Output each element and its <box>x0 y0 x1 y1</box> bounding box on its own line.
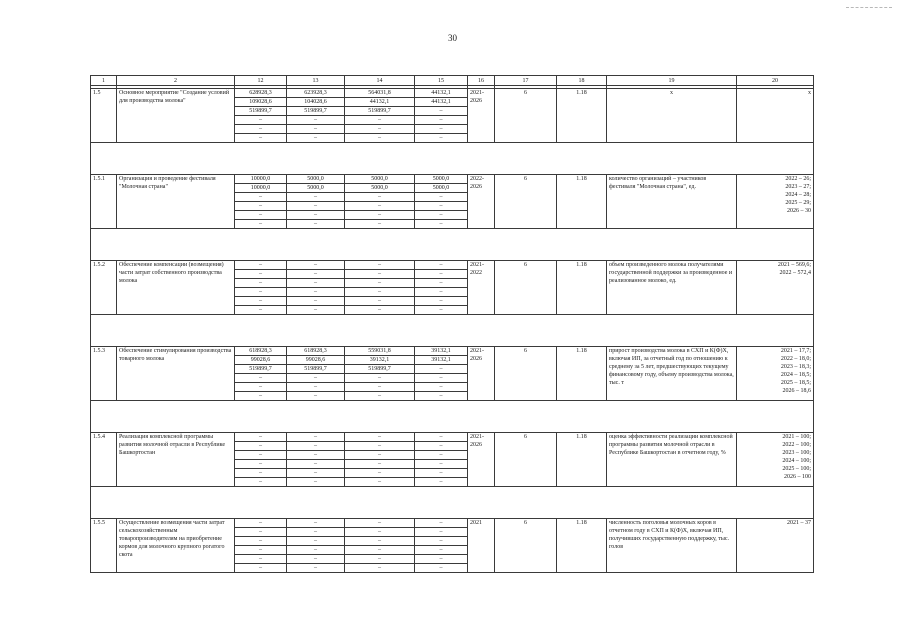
value-cell: 44132,1 <box>415 89 468 98</box>
value-cell: – <box>235 220 287 229</box>
value-cell: – <box>235 193 287 202</box>
value-cell: – <box>287 478 345 487</box>
value-cell: – <box>345 383 415 392</box>
section-gap-row <box>91 401 814 433</box>
value-cell: – <box>235 433 287 442</box>
period-cell: 2021-2026 <box>468 89 495 143</box>
value-cell: 618928,3 <box>235 347 287 356</box>
target-cell <box>737 347 814 401</box>
table-body <box>91 76 814 573</box>
value-cell: – <box>415 261 468 270</box>
gap-cell <box>415 229 468 261</box>
gap-cell <box>737 143 814 175</box>
value-cell: – <box>345 261 415 270</box>
value-cell: – <box>415 478 468 487</box>
col17-cell: 6 <box>495 519 557 573</box>
item-number: 1.5.1 <box>91 175 117 229</box>
value-cell: – <box>235 261 287 270</box>
value-cell: 44132,1 <box>415 98 468 107</box>
col17-cell: 6 <box>495 347 557 401</box>
value-cell: – <box>287 555 345 564</box>
value-cell: – <box>235 202 287 211</box>
item-number: 1.5.2 <box>91 261 117 315</box>
gap-cell <box>287 229 345 261</box>
gap-cell <box>415 487 468 519</box>
scan-corner-mark <box>846 7 892 8</box>
target-line: х <box>808 90 811 96</box>
value-cell: – <box>235 288 287 297</box>
target-line: 2023 – 27; <box>785 184 811 190</box>
value-cell: – <box>287 134 345 143</box>
value-cell: – <box>287 306 345 315</box>
value-cell: 559031,8 <box>345 347 415 356</box>
value-cell: – <box>287 220 345 229</box>
value-cell: – <box>415 270 468 279</box>
col17-cell: 6 <box>495 89 557 143</box>
target-line: 2022 – 100; <box>782 442 811 448</box>
table-row <box>91 433 814 442</box>
table-row <box>91 175 814 184</box>
gap-cell <box>287 487 345 519</box>
value-cell: 5000,0 <box>415 175 468 184</box>
target-line: 2021 – 100; <box>782 434 811 440</box>
value-cell: – <box>415 383 468 392</box>
period-cell: 2021-2022 <box>468 261 495 315</box>
page-number: 30 <box>448 33 457 43</box>
gap-cell <box>607 315 737 347</box>
value-cell: – <box>415 193 468 202</box>
gap-cell <box>557 401 607 433</box>
value-cell: – <box>415 392 468 401</box>
header-cell: 2 <box>117 76 235 86</box>
value-cell: – <box>235 383 287 392</box>
gap-cell <box>287 401 345 433</box>
value-cell: – <box>415 365 468 374</box>
value-cell: – <box>287 433 345 442</box>
col18-cell: 1.18 <box>557 519 607 573</box>
value-cell: – <box>345 279 415 288</box>
value-cell: – <box>345 220 415 229</box>
gap-cell <box>495 143 557 175</box>
value-cell: – <box>287 270 345 279</box>
program-activities-table <box>90 75 814 573</box>
gap-cell <box>607 229 737 261</box>
gap-cell <box>415 401 468 433</box>
value-cell: – <box>345 442 415 451</box>
target-line: 2025 – 18,5; <box>780 380 811 386</box>
col18-cell: 1.18 <box>557 175 607 229</box>
target-line: 2026 – 30 <box>787 208 811 214</box>
value-cell: – <box>345 374 415 383</box>
period-cell: 2021-2026 <box>468 347 495 401</box>
gap-cell <box>345 401 415 433</box>
value-cell: – <box>345 528 415 537</box>
gap-cell <box>235 315 287 347</box>
gap-cell <box>737 315 814 347</box>
header-cell: 13 <box>287 76 345 86</box>
value-cell: – <box>287 451 345 460</box>
value-cell: 519899,7 <box>287 365 345 374</box>
value-cell: – <box>235 442 287 451</box>
gap-cell <box>235 143 287 175</box>
value-cell: – <box>235 555 287 564</box>
value-cell: 5000,0 <box>415 184 468 193</box>
indicator-cell: количество организаций – участников фестиваля "Молочная страна", ед. <box>607 175 737 229</box>
gap-cell <box>235 487 287 519</box>
value-cell: – <box>415 442 468 451</box>
target-line: 2023 – 18,3; <box>780 364 811 370</box>
gap-cell <box>557 229 607 261</box>
value-cell: – <box>235 528 287 537</box>
gap-cell <box>495 401 557 433</box>
value-cell: – <box>287 202 345 211</box>
gap-cell <box>737 487 814 519</box>
value-cell: 5000,0 <box>287 184 345 193</box>
value-cell: – <box>415 537 468 546</box>
gap-cell <box>117 401 235 433</box>
value-cell: – <box>287 383 345 392</box>
value-cell: – <box>287 469 345 478</box>
gap-cell <box>468 487 495 519</box>
target-line: 2022 – 26; <box>785 176 811 182</box>
value-cell: 519899,7 <box>235 365 287 374</box>
value-cell: 104028,6 <box>287 98 345 107</box>
gap-cell <box>117 143 235 175</box>
value-cell: – <box>345 537 415 546</box>
gap-cell <box>557 315 607 347</box>
value-cell: 519899,7 <box>287 107 345 116</box>
target-cell <box>737 175 814 229</box>
header-row <box>91 76 814 86</box>
value-cell: – <box>345 451 415 460</box>
value-cell: – <box>415 469 468 478</box>
gap-cell <box>607 487 737 519</box>
value-cell: – <box>345 116 415 125</box>
gap-cell <box>235 401 287 433</box>
value-cell: – <box>235 211 287 220</box>
item-title: Осуществление возмещения части затрат сельскохозяйственным товаропроизводителям на приобретение кормов для молочного крупного рогатого скота <box>117 519 235 573</box>
gap-cell <box>557 143 607 175</box>
value-cell: – <box>415 451 468 460</box>
gap-cell <box>345 315 415 347</box>
value-cell: – <box>235 546 287 555</box>
header-cell: 12 <box>235 76 287 86</box>
value-cell: – <box>287 460 345 469</box>
value-cell: – <box>345 519 415 528</box>
item-title: Обеспечение стимулирования производства товарного молока <box>117 347 235 401</box>
gap-cell <box>117 229 235 261</box>
value-cell: – <box>287 211 345 220</box>
value-cell: – <box>415 306 468 315</box>
target-cell <box>737 433 814 487</box>
target-line: 2021 – 37 <box>787 520 811 526</box>
value-cell: – <box>287 528 345 537</box>
section-gap-row <box>91 487 814 519</box>
gap-cell <box>607 143 737 175</box>
value-cell: – <box>415 211 468 220</box>
value-cell: – <box>287 288 345 297</box>
value-cell: – <box>287 193 345 202</box>
value-cell: – <box>287 297 345 306</box>
table-row <box>91 347 814 356</box>
value-cell: – <box>235 279 287 288</box>
item-title: Реализация комплексной программы развития молочной отрасли в Республике Башкортостан <box>117 433 235 487</box>
value-cell: – <box>287 374 345 383</box>
value-cell: – <box>345 469 415 478</box>
value-cell: – <box>415 374 468 383</box>
gap-cell <box>235 229 287 261</box>
gap-cell <box>468 143 495 175</box>
value-cell: – <box>345 211 415 220</box>
header-cell: 19 <box>607 76 737 86</box>
value-cell: – <box>235 270 287 279</box>
value-cell: – <box>235 564 287 573</box>
target-line: 2024 – 100; <box>782 458 811 464</box>
value-cell: – <box>415 460 468 469</box>
header-cell: 20 <box>737 76 814 86</box>
value-cell: – <box>415 297 468 306</box>
value-cell: 39132,1 <box>415 356 468 365</box>
target-line: 2022 – 18,0; <box>780 356 811 362</box>
value-cell: – <box>415 202 468 211</box>
value-cell: – <box>345 478 415 487</box>
indicator-cell: численность поголовья молочных коров в отчетном году в СХП и К(Ф)Х, включая ИП, получивших государственную поддержку, тыс. голов <box>607 519 737 573</box>
value-cell: – <box>415 528 468 537</box>
gap-cell <box>495 315 557 347</box>
indicator-cell: объем произведенного молока получателями государственной поддержки за произведенное и реализованное молоко, ед. <box>607 261 737 315</box>
value-cell: – <box>235 116 287 125</box>
value-cell: – <box>287 537 345 546</box>
target-line: 2024 – 18,5; <box>780 372 811 378</box>
value-cell: – <box>287 125 345 134</box>
value-cell: 5000,0 <box>287 175 345 184</box>
header-cell: 17 <box>495 76 557 86</box>
gap-cell <box>287 143 345 175</box>
value-cell: 5000,0 <box>345 175 415 184</box>
item-title: Основное мероприятие "Создание условий для производства молока" <box>117 89 235 143</box>
value-cell: – <box>415 546 468 555</box>
value-cell: – <box>287 564 345 573</box>
col17-cell: 6 <box>495 175 557 229</box>
value-cell: – <box>415 433 468 442</box>
section-gap-row <box>91 143 814 175</box>
value-cell: – <box>235 306 287 315</box>
value-cell: – <box>287 279 345 288</box>
value-cell: – <box>345 270 415 279</box>
gap-cell <box>117 315 235 347</box>
period-cell: 2022-2026 <box>468 175 495 229</box>
value-cell: 99028,6 <box>235 356 287 365</box>
value-cell: – <box>345 460 415 469</box>
period-cell: 2021-2026 <box>468 433 495 487</box>
item-number: 1.5.4 <box>91 433 117 487</box>
header-cell: 16 <box>468 76 495 86</box>
value-cell: – <box>415 564 468 573</box>
header-cell: 18 <box>557 76 607 86</box>
value-cell: – <box>345 134 415 143</box>
item-number: 1.5.3 <box>91 347 117 401</box>
col17-cell: 6 <box>495 433 557 487</box>
value-cell: – <box>287 261 345 270</box>
gap-cell <box>495 229 557 261</box>
value-cell: – <box>345 202 415 211</box>
gap-cell <box>345 143 415 175</box>
gap-cell <box>91 487 117 519</box>
value-cell: – <box>235 374 287 383</box>
target-line: 2026 – 100 <box>784 474 811 480</box>
value-cell: – <box>415 555 468 564</box>
value-cell: – <box>345 546 415 555</box>
value-cell: 39132,1 <box>415 347 468 356</box>
col18-cell: 1.18 <box>557 89 607 143</box>
value-cell: – <box>415 220 468 229</box>
value-cell: 618928,3 <box>287 347 345 356</box>
value-cell: 564031,8 <box>345 89 415 98</box>
gap-cell <box>91 143 117 175</box>
value-cell: – <box>235 469 287 478</box>
value-cell: 519899,7 <box>235 107 287 116</box>
target-line: 2024 – 28; <box>785 192 811 198</box>
value-cell: – <box>345 392 415 401</box>
target-line: 2023 – 100; <box>782 450 811 456</box>
value-cell: – <box>235 392 287 401</box>
target-cell <box>737 89 814 143</box>
value-cell: – <box>287 442 345 451</box>
value-cell: – <box>415 116 468 125</box>
value-cell: 10000,0 <box>235 175 287 184</box>
item-title: Организация и проведение фестиваля "Молочная страна" <box>117 175 235 229</box>
value-cell: – <box>345 555 415 564</box>
item-number: 1.5 <box>91 89 117 143</box>
header-cell: 14 <box>345 76 415 86</box>
value-cell: – <box>235 537 287 546</box>
header-cell: 1 <box>91 76 117 86</box>
value-cell: – <box>345 297 415 306</box>
target-line: 2025 – 29; <box>785 200 811 206</box>
gap-cell <box>495 487 557 519</box>
gap-cell <box>345 229 415 261</box>
value-cell: – <box>415 519 468 528</box>
gap-cell <box>468 229 495 261</box>
value-cell: – <box>345 193 415 202</box>
target-cell <box>737 261 814 315</box>
col18-cell: 1.18 <box>557 261 607 315</box>
indicator-cell: прирост производства молока в СХП и К(Ф)Х, включая ИП, за отчетный год по отношению к среднему за 5 лет, предшествующих текущему финансовому году, объему производства молока, тыс. т <box>607 347 737 401</box>
gap-cell <box>557 487 607 519</box>
value-cell: – <box>287 546 345 555</box>
target-line: 2021 – 17,7; <box>780 348 811 354</box>
value-cell: – <box>345 433 415 442</box>
gap-cell <box>737 229 814 261</box>
value-cell: – <box>287 116 345 125</box>
target-line: 2026 – 18,6 <box>782 388 811 394</box>
item-number: 1.5.5 <box>91 519 117 573</box>
period-cell: 2021 <box>468 519 495 573</box>
gap-cell <box>117 487 235 519</box>
value-cell: – <box>235 478 287 487</box>
value-cell: – <box>235 134 287 143</box>
value-cell: 44132,1 <box>345 98 415 107</box>
value-cell: – <box>235 451 287 460</box>
value-cell: – <box>235 460 287 469</box>
value-cell: – <box>287 392 345 401</box>
gap-cell <box>468 401 495 433</box>
value-cell: – <box>345 564 415 573</box>
header-cell: 15 <box>415 76 468 86</box>
gap-cell <box>345 487 415 519</box>
gap-cell <box>415 143 468 175</box>
value-cell: – <box>345 288 415 297</box>
gap-cell <box>91 401 117 433</box>
value-cell: 109028,6 <box>235 98 287 107</box>
col18-cell: 1.18 <box>557 347 607 401</box>
indicator-cell: оценка эффективности реализации комплексной программы развития молочной отрасли в Республике Башкортостан в отчетном году, % <box>607 433 737 487</box>
gap-cell <box>468 315 495 347</box>
value-cell: 10000,0 <box>235 184 287 193</box>
indicator-cell: х <box>607 89 737 143</box>
value-cell: – <box>287 519 345 528</box>
value-cell: 519899,7 <box>345 107 415 116</box>
value-cell: – <box>415 279 468 288</box>
target-cell <box>737 519 814 573</box>
gap-cell <box>737 401 814 433</box>
value-cell: – <box>415 134 468 143</box>
value-cell: – <box>345 125 415 134</box>
col17-cell: 6 <box>495 261 557 315</box>
target-line: 2021 – 569,6; <box>777 262 811 268</box>
gap-cell <box>287 315 345 347</box>
target-line: 2025 – 100; <box>782 466 811 472</box>
value-cell: 623928,3 <box>287 89 345 98</box>
gap-cell <box>415 315 468 347</box>
table-row <box>91 261 814 270</box>
section-gap-row <box>91 229 814 261</box>
col18-cell: 1.18 <box>557 433 607 487</box>
value-cell: 628928,3 <box>235 89 287 98</box>
section-gap-row <box>91 315 814 347</box>
table-row <box>91 89 814 98</box>
gap-cell <box>91 229 117 261</box>
value-cell: – <box>235 519 287 528</box>
gap-cell <box>91 315 117 347</box>
gap-cell <box>607 401 737 433</box>
value-cell: 39132,1 <box>345 356 415 365</box>
value-cell: 99028,6 <box>287 356 345 365</box>
table-row <box>91 519 814 528</box>
value-cell: 519899,7 <box>345 365 415 374</box>
value-cell: – <box>235 297 287 306</box>
value-cell: – <box>415 107 468 116</box>
value-cell: 5000,0 <box>345 184 415 193</box>
value-cell: – <box>235 125 287 134</box>
value-cell: – <box>415 288 468 297</box>
value-cell: – <box>345 306 415 315</box>
value-cell: – <box>415 125 468 134</box>
target-line: 2022 – 572,4 <box>779 270 811 276</box>
item-title: Обеспечение компенсации (возмещения) части затрат собственного производства молока <box>117 261 235 315</box>
